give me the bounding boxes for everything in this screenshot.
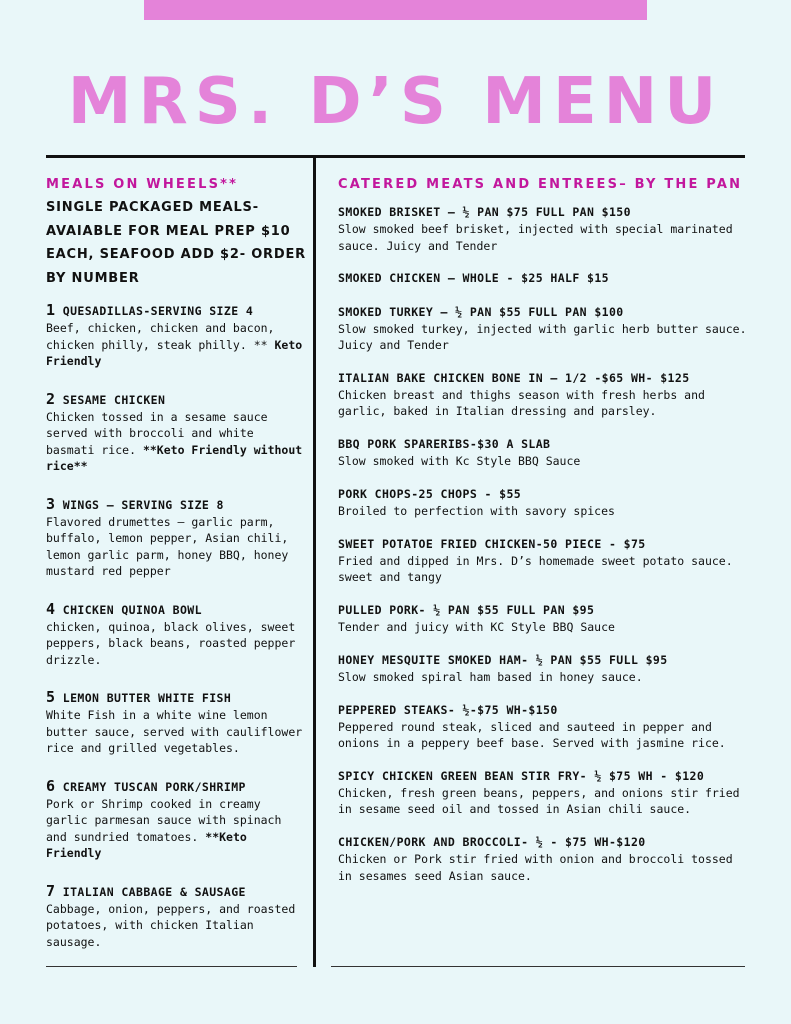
catered-item — [338, 768, 748, 818]
meal-item-title — [46, 883, 308, 901]
meal-item-desc-text: Cabbage, onion, peppers, and roasted potatoes, with chicken Italian sausage. — [46, 901, 296, 949]
meal-item — [46, 601, 308, 669]
meal-item-description — [46, 901, 308, 951]
meal-item-desc-text: Pork or Shrimp cooked in creamy garlic parmesan sauce with spinach and sundried tomatoes. — [46, 796, 282, 844]
catered-item — [338, 702, 748, 752]
catered-item — [338, 602, 748, 636]
catered-item-description: Peppered round steak, sliced and sauteed in pepper and onions in a peppery beef base. Served with jasmine rice. — [338, 719, 726, 751]
meal-item-note: **Keto Friendly — [46, 829, 247, 860]
catered-item-description: Slow smoked spiral ham based in honey sauce. — [338, 669, 643, 684]
catered-item — [338, 370, 748, 420]
meal-item — [46, 302, 308, 370]
catered-item-title: SPICY CHICKEN GREEN BEAN STIR FRY- ½ $75 WH - $120 — [338, 768, 705, 783]
meal-item-name: QUESADILLAS-SERVING SIZE 4 — [62, 304, 254, 318]
meal-item-note: Keto Friendly — [46, 337, 303, 368]
catered-list — [338, 204, 748, 884]
meal-item-title — [46, 496, 308, 514]
menu-title: MRS. D’S MENU — [67, 65, 724, 139]
catered-item — [338, 304, 748, 354]
footer-rule-right — [331, 966, 745, 967]
catered-item-title: PEPPERED STEAKS- ½-$75 WH-$150 — [338, 702, 558, 717]
catered-column — [338, 173, 748, 884]
catered-item-title: PORK CHOPS-25 CHOPS - $55 — [338, 486, 522, 501]
catered-item-title: BBQ PORK SPARERIBS-$30 A SLAB — [338, 437, 551, 452]
meal-item-number: 4 — [46, 599, 56, 618]
catered-item-description: Chicken, fresh green beans, peppers, and onions stir fried in sesame seed oil and tossed in Asian chili sauce. — [338, 785, 740, 817]
meal-item — [46, 778, 308, 862]
meals-intro: SINGLE PACKAGED MEALS- AVAIABLE FOR MEAL PREP $10 EACH, SEAFOOD ADD $2- ORDER BY NUMBER — [46, 200, 306, 286]
meal-item-title — [46, 689, 308, 707]
meal-item-description — [46, 320, 308, 370]
meal-item-name: ITALIAN CABBAGE & SAUSAGE — [62, 884, 246, 899]
meal-item-note: **Keto Friendly without rice** — [46, 442, 303, 473]
meal-item — [46, 689, 308, 757]
meal-item-title — [46, 391, 308, 409]
meal-item — [46, 496, 308, 580]
catered-item-description: Tender and juicy with KC Style BBQ Sauce — [338, 620, 615, 635]
catered-item-description: Chicken or Pork stir fried with onion and broccoli tossed in sesames seed Asian sauce. — [338, 852, 733, 883]
catered-item-title: ITALIAN BAKE CHICKEN BONE IN – 1/2 -$65 WH- $125 — [338, 370, 690, 385]
header-rule — [46, 155, 745, 158]
catered-item-title: SMOKED CHICKEN – WHOLE - $25 HALF $15 — [338, 271, 609, 286]
meal-item-number: 1 — [46, 301, 56, 319]
catered-item-description: Slow smoked with Kc Style BBQ Sauce — [338, 454, 581, 469]
meal-item-name: SESAME CHICKEN — [62, 392, 166, 407]
catered-item-description: Fried and dipped in Mrs. D’s homemade sweet potato sauce. sweet and tangy — [338, 553, 733, 585]
catered-item-title: SWEET POTATOE FRIED CHICKEN-50 PIECE - $75 — [338, 536, 646, 551]
meal-item — [46, 391, 308, 475]
meal-item-description — [46, 707, 308, 757]
catered-item-description: Slow smoked turkey, injected with garlic herb butter sauce. Juicy and Tender — [338, 321, 747, 353]
top-accent-bar — [144, 0, 647, 20]
meal-item-name: CHICKEN QUINOA BOWL — [62, 602, 202, 617]
meal-item-desc-text: Flavored drumettes – garlic parm, buffalo, lemon pepper, Asian chili, lemon garlic parm, honey BBQ, honey mustard red pepper — [46, 514, 289, 578]
footer-rule-left — [46, 966, 297, 967]
catered-heading: CATERED MEATS AND ENTREES– BY THE PAN — [338, 177, 743, 192]
catered-item-title: SMOKED BRISKET – ½ PAN $75 FULL PAN $150 — [338, 205, 631, 219]
meal-item-desc-text: chicken, quinoa, black olives, sweet peppers, black beans, roasted pepper drizzle. — [46, 619, 296, 667]
meal-item-description — [46, 619, 308, 669]
meal-item-number: 7 — [46, 881, 56, 900]
catered-item-description: Broiled to perfection with savory spices — [338, 503, 615, 518]
catered-item-description: Slow smoked beef brisket, injected with special marinated sauce. Juicy and Tender — [338, 222, 733, 253]
catered-item-title: CHICKEN/PORK AND BROCCOLI- ½ - $75 WH-$120 — [338, 835, 646, 850]
meal-item-description — [46, 409, 308, 475]
meal-list — [46, 302, 308, 950]
meal-item-number: 5 — [46, 688, 56, 706]
catered-item — [338, 486, 748, 520]
meals-on-wheels-column — [46, 173, 308, 950]
meal-item-desc-text: White Fish in a white wine lemon butter sauce, served with cauliflower rice and grilled vegetables. — [46, 708, 303, 755]
meals-on-wheels-heading: MEALS ON WHEELS** — [46, 177, 239, 192]
column-divider — [313, 155, 316, 967]
catered-item-title: SMOKED TURKEY – ½ PAN $55 FULL PAN $100 — [338, 304, 624, 319]
meal-item-number: 6 — [46, 776, 56, 795]
meal-item — [46, 883, 308, 951]
meal-item-description — [46, 796, 308, 862]
catered-item — [338, 536, 748, 586]
catered-item-title: HONEY MESQUITE SMOKED HAM- ½ PAN $55 FULL $95 — [338, 652, 668, 667]
meal-item-desc-text: Chicken tossed in a sesame sauce served with broccoli and white basmati rice. — [46, 409, 268, 457]
meal-item-name: WINGS – SERVING SIZE 8 — [62, 497, 224, 512]
catered-item-description: Chicken breast and thighs season with fresh herbs and garlic, baked in Italian dressing and parsley. — [338, 387, 705, 419]
catered-item — [338, 270, 748, 287]
meal-item-description — [46, 514, 308, 580]
meal-item-title — [46, 778, 308, 796]
meal-item-name: LEMON BUTTER WHITE FISH — [62, 691, 232, 705]
catered-item — [338, 436, 748, 470]
catered-item — [338, 834, 748, 884]
meal-item-number: 3 — [46, 494, 56, 513]
catered-item — [338, 652, 748, 686]
meal-item-number: 2 — [46, 389, 56, 408]
meal-item-desc-text: Beef, chicken, chicken and bacon, chicken philly, steak philly. ** — [46, 321, 275, 352]
meal-item-title — [46, 302, 308, 320]
catered-item — [338, 204, 748, 254]
catered-item-title: PULLED PORK- ½ PAN $55 FULL PAN $95 — [338, 603, 595, 618]
meal-item-name: CREAMY TUSCAN PORK/SHRIMP — [62, 779, 246, 794]
meal-item-title — [46, 601, 308, 619]
